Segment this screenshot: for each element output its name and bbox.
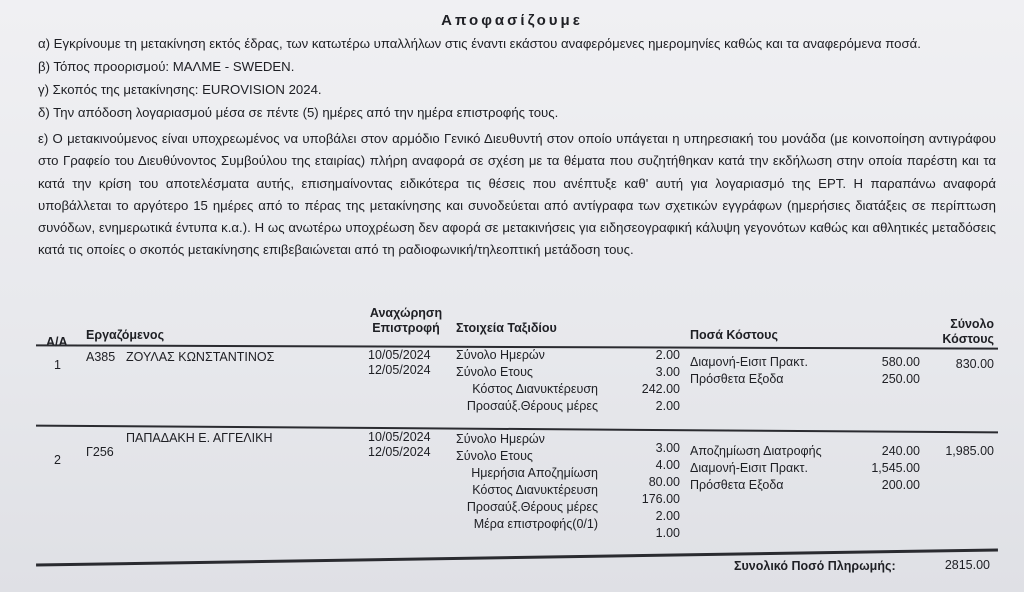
cost-labels <box>690 354 808 388</box>
cost-value: 1,545.00 <box>871 461 920 475</box>
trip-value: 2.00 <box>655 399 680 413</box>
trip-value: 4.00 <box>655 458 680 472</box>
clause-c: γ) Σκοπός της μετακίνησης: EUROVISION 2024. <box>38 82 322 97</box>
header-costs: Ποσά Κόστους <box>690 328 778 342</box>
trip-label: Σύνολο Ετους <box>456 449 533 463</box>
row-code: Α385 <box>86 350 116 364</box>
cost-label: Πρόσθετα Εξοδα <box>690 372 784 386</box>
header-total <box>926 317 994 347</box>
cost-value: 580.00 <box>881 355 920 369</box>
row-aa: 2 <box>54 453 61 467</box>
trip-value: 2.00 <box>655 348 680 362</box>
cost-label: Διαμονή-Εισιτ Πρακτ. <box>690 461 808 475</box>
trip-labels <box>456 347 598 415</box>
trip-label: Μέρα επιστροφής(0/1) <box>473 517 598 531</box>
cost-label: Αποζημίωση Διατροφής <box>690 444 822 458</box>
clause-e: ε) Ο μετακινούμενος είναι υποχρεωμένος να υποβάλει στον αρμόδιο Γενικό Διευθυντή στον οποίο υπάγεται η υπηρεσιακή του μονάδα (με κοινοποίηση αντιγράφου στο Γραφείο του Διευθύνοντος Συμβούλου της εταιρίας) πλήρη αναφορά σε σχέση με τα θέματα που συζητήθηκαν κατά την εκδήλωση στην οποία παρέστη και τα κατά την κρίση του αποτελέσματα αυτής, επισημαίνοντας ειδικότερα τις θέσεις που ανέπτυξε καθ' αυτή για λογαριασμό της ΕΡΤ. Η παραπάνω αναφορά υποβάλλεται το αργότερο 15 ημέρες από το πέρας της μετακίνησης και συνοδεύεται από αντίγραφα των σχετικών εγγράφων (ημερήσιες διατάξεις σε περίπτωση συνόδων, ενημερωτικά έντυπα κ.α.). Η ως ανωτέρω υποχρέωση δεν αφορά σε μετακινήσεις για ειδησεογραφική κάλυψη γεγονότων καθώς και αθλητικές μεταδόσεις κατά τις οποίες ο σκοπός μετακίνησης επιβεβαιώνεται από τη ραδιοφωνική/τηλεοπτική μετάδοση τους. <box>38 131 996 258</box>
clause-d: δ) Την απόδοση λογαριασμού μέσα σε πέντε (5) ημέρες από την ημέρα επιστροφής τους. <box>38 105 559 120</box>
row-code: Γ256 <box>86 445 114 459</box>
trip-value: 80.00 <box>648 475 680 489</box>
trip-label: Προσαύξ.Θέρους μέρες <box>466 500 598 514</box>
trip-label: Σύνολο Ημερών <box>456 432 545 446</box>
trip-value: 2.00 <box>655 509 680 523</box>
trip-label: Προσαύξ.Θέρους μέρες <box>466 399 598 413</box>
row-return: 12/05/2024 <box>368 445 431 459</box>
trip-value: 1.00 <box>655 526 680 540</box>
cost-values <box>850 354 920 388</box>
trip-label: Κόστος Διανυκτέρευση <box>472 483 598 497</box>
clause-a: α) Εγκρίνουμε τη μετακίνηση εκτός έδρας, των κατωτέρω υπαλλήλων στις έναντι εκάστου αναφερόμενες ημερομηνίες καθώς και τα αναφερόμενα ποσά. <box>38 36 921 51</box>
grand-total-value: 2815.00 <box>944 558 990 572</box>
row-name: ΖΟΥΛΑΣ ΚΩΝΣΤΑΝΤΙΝΟΣ <box>126 350 275 364</box>
cost-labels <box>690 443 822 494</box>
cost-values <box>850 443 920 494</box>
row-total: 830.00 <box>955 357 994 371</box>
clause-b: β) Τόπος προορισμού: ΜΑΛΜΕ - SWEDEN. <box>38 59 295 74</box>
header-total-line2: Κόστους <box>942 332 994 346</box>
trip-label: Κόστος Διανυκτέρευση <box>472 382 598 396</box>
cost-value: 200.00 <box>881 478 920 492</box>
cost-value: 250.00 <box>881 372 920 386</box>
row-aa: 1 <box>54 358 61 372</box>
row-departure: 10/05/2024 <box>368 348 431 362</box>
row-departure: 10/05/2024 <box>368 430 431 444</box>
row-return: 12/05/2024 <box>368 363 431 377</box>
trip-value: 176.00 <box>641 492 680 506</box>
document-heading: Αποφασίζουμε <box>441 12 583 29</box>
trip-value: 3.00 <box>655 441 680 455</box>
cost-label: Πρόσθετα Εξοδα <box>690 478 784 492</box>
row-total: 1,985.00 <box>945 444 994 458</box>
trip-values <box>620 440 680 542</box>
trip-labels <box>450 431 598 533</box>
trip-label: Σύνολο Ημερών <box>456 348 545 362</box>
cost-label: Διαμονή-Εισιτ Πρακτ. <box>690 355 808 369</box>
header-employee: Εργαζόμενος <box>86 328 165 342</box>
row-name: ΠΑΠΑΔΑΚΗ Ε. ΑΓΓΕΛΙΚΗ <box>126 431 273 445</box>
trip-value: 3.00 <box>655 365 680 379</box>
header-trip: Στοιχεία Ταξιδίου <box>456 321 557 335</box>
grand-total-label: Συνολικό Ποσό Πληρωμής: <box>734 559 896 573</box>
trip-value: 242.00 <box>641 382 680 396</box>
trip-label: Ημερήσια Αποζημίωση <box>471 466 598 480</box>
trip-values <box>620 347 680 415</box>
trip-label: Σύνολο Ετους <box>456 365 533 379</box>
header-return: Επιστροφή <box>372 321 440 335</box>
header-departure-return <box>366 306 446 336</box>
header-departure: Αναχώρηση <box>369 306 443 320</box>
cost-value: 240.00 <box>881 444 920 458</box>
header-aa: Α/Α <box>46 335 68 349</box>
header-total-line1: Σύνολο <box>950 317 994 331</box>
